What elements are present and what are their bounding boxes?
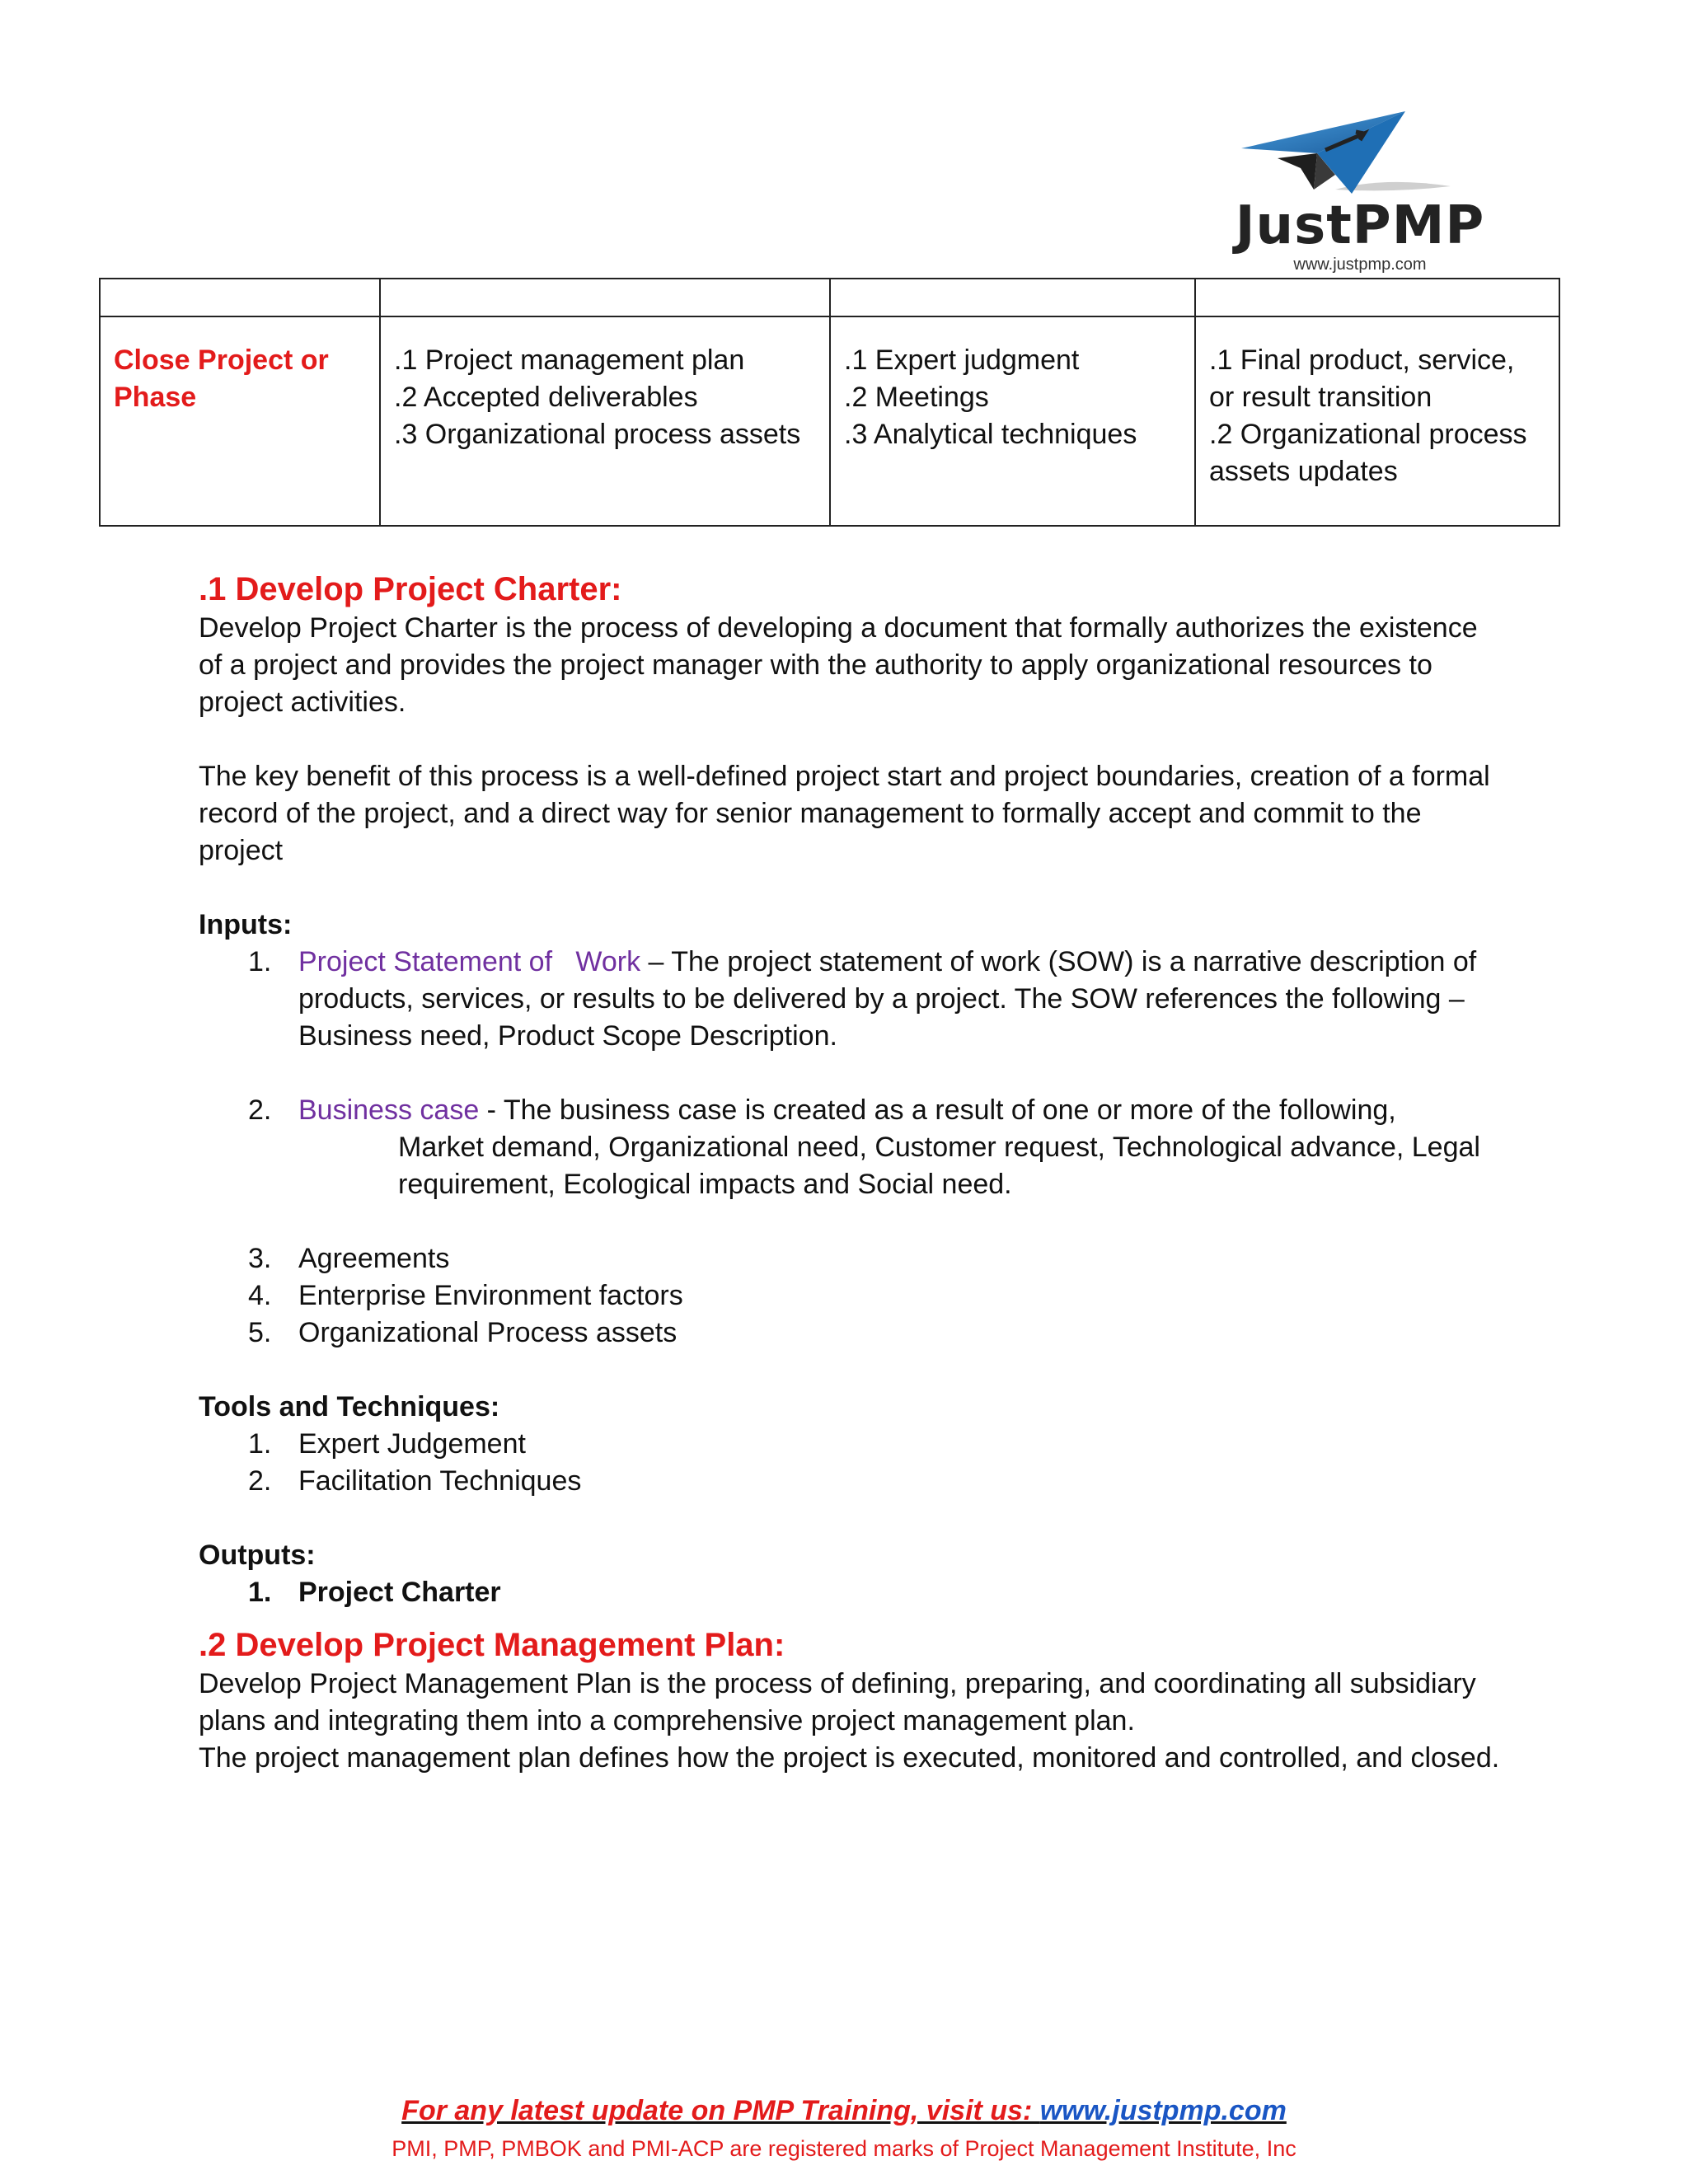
tools-cell bbox=[830, 316, 1195, 526]
paper-plane-icon bbox=[1228, 107, 1492, 206]
footer-line2: PMI, PMP, PMBOK and PMI-ACP are registered marks of Project Management Institute, Inc bbox=[392, 2136, 1296, 2161]
footer-line1 bbox=[0, 2095, 1688, 2127]
section1-para2: The key benefit of this process is a well-defined project start and project boundaries, creation of a formal record of the project, and a direct way for senior management to formally accept and commit to the project bbox=[199, 761, 1490, 866]
output-item: .1 Final product, service, or result transition bbox=[1209, 344, 1515, 413]
input-desc-rest: products, services, or results to be delivered by a project. The SOW references the following – Business need, Product Scope Description. bbox=[298, 983, 1465, 1052]
input-item: .2 Accepted deliverables bbox=[394, 382, 698, 413]
outputs-label: Outputs: bbox=[199, 1540, 316, 1571]
input-item: .1 Project management plan bbox=[394, 344, 745, 376]
inputs-label: Inputs: bbox=[199, 909, 293, 940]
outputs-cell bbox=[1195, 316, 1559, 526]
list-number: 1. bbox=[248, 946, 272, 977]
list-item bbox=[199, 1240, 1501, 1277]
section1-heading: .1 Develop Project Charter: bbox=[199, 571, 622, 607]
tools-list bbox=[199, 1426, 1501, 1500]
input-desc-line: – The project statement of work (SOW) is a narrative description of bbox=[640, 946, 1477, 977]
table-row bbox=[100, 316, 1559, 526]
list-number: 1. bbox=[248, 1428, 272, 1460]
input-term-business-case: Business case bbox=[298, 1094, 480, 1126]
list-number: 2. bbox=[248, 1465, 272, 1497]
section2-para2: The project management plan defines how the project is executed, monitored and controlled, and closed. bbox=[199, 1742, 1500, 1774]
tool-item: .3 Analytical techniques bbox=[844, 419, 1137, 450]
inputs-cell bbox=[380, 316, 830, 526]
table-cell bbox=[830, 279, 1195, 316]
list-number: 2. bbox=[248, 1094, 272, 1126]
inputs-list bbox=[199, 944, 1501, 1352]
list-text: Expert Judgement bbox=[298, 1428, 526, 1460]
section1-para1: Develop Project Charter is the process of developing a document that formally authorizes the existence of a project and provides the project manager with the authority to apply organizational resources to project activities. bbox=[199, 612, 1478, 718]
list-text: Facilitation Techniques bbox=[298, 1465, 582, 1497]
list-item bbox=[199, 1092, 1501, 1203]
table-cell bbox=[1195, 279, 1559, 316]
process-name: Close Project or Phase bbox=[114, 344, 329, 413]
input-desc-line: - The business case is created as a result of one or more of the following, bbox=[479, 1094, 1396, 1126]
list-number: 3. bbox=[248, 1243, 272, 1274]
justpmp-logo bbox=[1228, 107, 1492, 280]
list-number: 5. bbox=[248, 1317, 272, 1348]
output-item: .2 Organizational process assets updates bbox=[1209, 419, 1527, 487]
list-text: Agreements bbox=[298, 1243, 450, 1274]
section2-heading: .2 Develop Project Management Plan: bbox=[199, 1627, 785, 1663]
input-item: .3 Organizational process assets bbox=[394, 419, 801, 450]
list-number: 1. bbox=[248, 1577, 272, 1608]
logo-wordmark: JustPMP bbox=[1235, 195, 1485, 256]
list-text: Enterprise Environment factors bbox=[298, 1280, 683, 1311]
input-desc-rest: Market demand, Organizational need, Customer request, Technological advance, Legal requirement, Ecological impacts and Social need. bbox=[398, 1132, 1480, 1200]
footer-text: For any latest update on PMP Training, visit us: bbox=[401, 2095, 1040, 2126]
table-cell bbox=[100, 279, 380, 316]
process-table bbox=[99, 278, 1560, 527]
input-term-sow: Project Statement of Work bbox=[298, 946, 641, 977]
section2-para1: Develop Project Management Plan is the process of defining, preparing, and coordinating all subsidiary plans and integrating them into a comprehensive project management plan. bbox=[199, 1668, 1476, 1736]
table-header-row bbox=[100, 279, 1559, 316]
list-number: 4. bbox=[248, 1280, 272, 1311]
tool-item: .1 Expert judgment bbox=[844, 344, 1080, 376]
table-cell bbox=[380, 279, 830, 316]
list-item bbox=[199, 1426, 1501, 1463]
logo-url: www.justpmp.com bbox=[1293, 255, 1427, 274]
list-item bbox=[199, 944, 1501, 1055]
tool-item: .2 Meetings bbox=[844, 382, 989, 413]
tools-label: Tools and Techniques: bbox=[199, 1391, 500, 1422]
list-item bbox=[199, 1574, 1501, 1611]
main-content bbox=[199, 569, 1501, 1777]
list-item bbox=[199, 1315, 1501, 1352]
list-text: Organizational Process assets bbox=[298, 1317, 678, 1348]
outputs-list bbox=[199, 1574, 1501, 1611]
list-item bbox=[199, 1277, 1501, 1315]
list-text: Project Charter bbox=[298, 1577, 501, 1608]
footer-link[interactable]: www.justpmp.com bbox=[1039, 2095, 1287, 2126]
process-name-cell bbox=[100, 316, 380, 526]
list-item bbox=[199, 1463, 1501, 1500]
